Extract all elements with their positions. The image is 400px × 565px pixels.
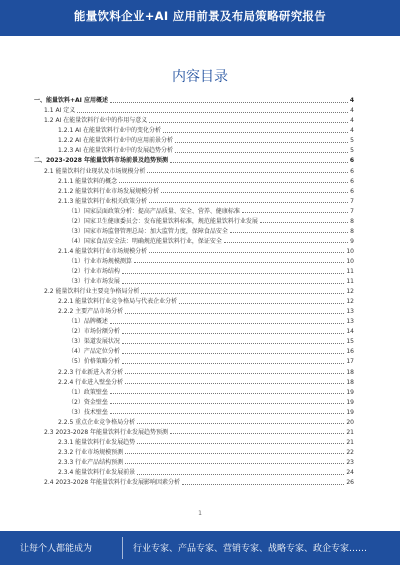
toc-leader-dots [179, 303, 344, 304]
toc-entry-page: 6 [349, 157, 354, 165]
toc-entry-page: 6 [350, 177, 354, 185]
toc-entry-label: 1.2.1 AI 在能量饮料行业中的变化分析 [58, 127, 161, 135]
footer-tagline: 行业专家、产品专家、营销专家、战略专家、政企专家…… [133, 544, 368, 554]
toc-entry-page: 4 [350, 107, 354, 115]
toc-entry-label: （3）国家市场监督管理总局：加大监管力度，保障食品安全 [68, 227, 228, 235]
toc-entry[interactable] [58, 448, 354, 456]
toc-entry-page: 4 [350, 127, 354, 135]
toc-entry[interactable] [44, 478, 354, 486]
toc-entry-label: （1）政策壁垒 [68, 388, 108, 396]
toc-entry-page: 20 [346, 418, 354, 426]
toc-leader-dots [182, 484, 344, 485]
toc-entry[interactable] [68, 347, 354, 355]
toc-leader-dots [122, 343, 345, 344]
toc-entry[interactable] [58, 247, 354, 255]
footer-band [0, 531, 400, 565]
toc-entry-page: 4 [350, 117, 354, 125]
toc-entry-page: 26 [346, 479, 354, 487]
toc-heading: 内容目录 [172, 69, 228, 85]
toc-entry-label: （5）价格策略分析 [68, 358, 120, 366]
toc-entry[interactable] [34, 156, 354, 164]
toc-entry[interactable] [68, 207, 354, 215]
toc-leader-dots [170, 162, 348, 163]
toc-entry-page: 13 [346, 308, 354, 316]
report-title: 能量饮料企业+AI 应用前景及布局策略研究报告 [73, 9, 327, 23]
toc-entry-label: （1）行业市场规模测算 [68, 257, 132, 265]
toc-leader-dots [149, 202, 348, 203]
toc-entry-page: 11 [346, 278, 354, 286]
toc-entry[interactable] [58, 438, 354, 446]
toc-leader-dots [137, 443, 344, 444]
toc-entry-label: 2.1.1 能量饮料的概念 [58, 177, 118, 185]
toc-entry[interactable] [58, 418, 354, 426]
toc-entry-label: （2）资金壁垒 [68, 398, 108, 406]
toc-leader-dots [110, 323, 345, 324]
toc-leader-dots [77, 112, 348, 113]
toc-entry[interactable] [68, 327, 354, 335]
page-number: 1 [198, 510, 202, 517]
toc-entry[interactable] [44, 287, 354, 295]
toc-entry-page: 23 [346, 458, 354, 466]
toc-entry[interactable] [58, 367, 354, 375]
toc-leader-dots [175, 152, 348, 153]
toc-leader-dots [125, 453, 344, 454]
toc-entry-label: 2.2.4 行业进入壁垒分析 [58, 378, 124, 386]
toc-entry[interactable] [68, 217, 354, 225]
report-header-band [0, 0, 400, 36]
toc-entry-label: 2.3.4 能量饮料行业发展前景 [58, 469, 136, 477]
toc-leader-dots [161, 192, 348, 193]
toc-entry[interactable] [68, 387, 354, 395]
toc-entry-label: 2.2.2 主要产品市场分析 [58, 308, 124, 316]
toc-leader-dots [163, 132, 348, 133]
toc-leader-dots [125, 313, 344, 314]
toc-entry[interactable] [68, 357, 354, 365]
toc-entry-page: 12 [346, 298, 354, 306]
toc-entry[interactable] [68, 317, 354, 325]
toc-entry[interactable] [44, 166, 354, 174]
toc-entry-page: 6 [350, 167, 354, 175]
toc-leader-dots [110, 102, 348, 103]
toc-entry-page: 24 [346, 469, 354, 477]
toc-entry-page: 5 [350, 137, 354, 145]
toc-entry-label: （3）渠道发展状况 [68, 338, 120, 346]
toc-leader-dots [147, 172, 348, 173]
toc-entry[interactable] [58, 307, 354, 315]
toc-entry[interactable] [44, 428, 354, 436]
toc-leader-dots [134, 262, 345, 263]
toc-entry-label: 2.3.1 能量饮料行业发展趋势 [58, 438, 136, 446]
toc-entry[interactable] [68, 398, 354, 406]
toc-entry-label: 2.1.4 能量饮料行业市场规模分析 [58, 247, 148, 255]
toc-leader-dots [242, 212, 348, 213]
toc-entry-label: 2.1.3 能量饮料行业相关政策分析 [58, 197, 148, 205]
toc-entry[interactable] [58, 197, 354, 205]
toc-entry[interactable] [58, 146, 354, 154]
toc-entry-label: （2）市场份额分析 [68, 328, 120, 336]
toc-entry-page: 5 [350, 147, 354, 155]
toc-entry[interactable] [44, 116, 354, 124]
toc-entry-page: 10 [346, 257, 354, 265]
toc-entry[interactable] [58, 186, 354, 194]
toc-entry-label: 2.1.2 能量饮料行业市场发展规模分析 [58, 187, 160, 195]
toc-entry[interactable] [58, 468, 354, 476]
toc-entry[interactable] [44, 106, 354, 114]
toc-leader-dots [149, 122, 348, 123]
toc-leader-dots [122, 363, 345, 364]
toc-leader-dots [175, 142, 348, 143]
toc-entry-label: 2.2.1 能量饮料行业竞争格局与代表企业分析 [58, 298, 178, 306]
toc-entry-page: 13 [346, 318, 354, 326]
toc-entry-page: 7 [350, 197, 354, 205]
toc-entry-page: 10 [346, 247, 354, 255]
toc-entry[interactable] [58, 458, 354, 466]
toc-entry-page: 22 [346, 448, 354, 456]
toc-leader-dots [122, 353, 345, 354]
toc-entry-label: （3）技术壁垒 [68, 408, 108, 416]
toc-entry[interactable] [58, 297, 354, 305]
toc-entry-page: 6 [350, 187, 354, 195]
toc-entry[interactable] [58, 176, 354, 184]
toc-entry-label: 2.3 2023-2028 年能量饮料行业发展趋势预测 [44, 428, 169, 436]
toc-entry-label: 2.3.3 行业产品结构预测 [58, 458, 124, 466]
toc-entry-label: （1）国家层面政策分析：提高产品质量、安全、营养、健康标准 [68, 207, 240, 215]
toc-entry-label: 2.3.2 行业市场规模预测 [58, 448, 124, 456]
toc-leader-dots [260, 222, 348, 223]
toc-entry-page: 8 [350, 217, 354, 225]
toc-leader-dots [141, 293, 344, 294]
toc-entry[interactable] [68, 257, 354, 265]
toc-entry-label: （2）国家卫生健康委员会：发布能量饮料标准，规范能量饮料行业发展 [68, 217, 258, 225]
toc-entry-page: 11 [346, 268, 354, 276]
toc-entry-page: 14 [346, 328, 354, 336]
toc-entry-label: 2.2.3 行业新进入者分析 [58, 368, 124, 376]
toc-entry-label: 二、2023-2028 年能量饮料市场前景及趋势预测 [34, 157, 168, 165]
toc-leader-dots [122, 273, 345, 274]
toc-entry-page: 18 [346, 368, 354, 376]
toc-entry[interactable] [34, 96, 354, 104]
toc-entry[interactable] [68, 227, 354, 235]
toc-entry-page: 7 [350, 207, 354, 215]
toc-entry-page: 9 [350, 237, 354, 245]
toc-entry[interactable] [58, 136, 354, 144]
toc-entry-page: 19 [346, 388, 354, 396]
toc-leader-dots [110, 413, 345, 414]
toc-leader-dots [125, 373, 344, 374]
footer-divider [122, 537, 123, 559]
toc-entry-label: （4）国家食品安全法：明确规范能量饮料行业，保证安全 [68, 237, 222, 245]
toc-entry[interactable] [68, 408, 354, 416]
toc-entry-page: 21 [346, 438, 354, 446]
toc-entry[interactable] [68, 267, 354, 275]
toc-entry-label: 2.1 能量饮料行业现状及市场规模分析 [44, 167, 146, 175]
toc-entry-page: 8 [350, 227, 354, 235]
toc-entry-label: 1.2.2 AI 在能量饮料行业中的应用前景分析 [58, 137, 173, 145]
toc-entry-page: 16 [346, 348, 354, 356]
toc-entry-label: （3）行业市场发展 [68, 278, 120, 286]
toc-leader-dots [224, 242, 348, 243]
toc-entry-label: 一、能量饮料+AI 应用概述 [34, 97, 108, 105]
toc-entry-label: 1.2.3 AI 在能量饮料行业中的发展趋势分析 [58, 147, 173, 155]
toc-leader-dots [137, 423, 344, 424]
toc-entry-label: 1.2 AI 在能量饮料行业中的作用与意义 [44, 117, 148, 125]
toc-entry[interactable] [58, 377, 354, 385]
toc-entry-page: 21 [346, 428, 354, 436]
toc-leader-dots [110, 403, 345, 404]
toc-leader-dots [122, 333, 345, 334]
toc-entry[interactable] [68, 277, 354, 285]
toc-entry[interactable] [68, 237, 354, 245]
toc-leader-dots [119, 182, 348, 183]
toc-entry-label: 2.4 2023-2028 年能量饮料行业发展影响因素分析 [44, 479, 181, 487]
toc-leader-dots [125, 463, 344, 464]
toc-entry-page: 17 [346, 358, 354, 366]
toc-leader-dots [110, 393, 345, 394]
toc-entry-page: 4 [349, 97, 354, 105]
toc-entry-page: 15 [346, 338, 354, 346]
toc-entry[interactable] [58, 126, 354, 134]
toc-entry-page: 19 [346, 408, 354, 416]
toc-entry-page: 12 [346, 288, 354, 296]
toc-entry-label: 1.1 AI 定义 [44, 107, 76, 115]
toc-entry-label: （2）行业市场结构 [68, 268, 120, 276]
toc-leader-dots [122, 283, 345, 284]
toc-entry-page: 19 [346, 398, 354, 406]
toc-entry-label: （4）产品定位分析 [68, 348, 120, 356]
toc-entry-label: （1）品牌概述 [68, 318, 108, 326]
toc-leader-dots [137, 474, 344, 475]
toc-entry-label: 2.2 能量饮料行业主要竞争格局分析 [44, 288, 140, 296]
toc-leader-dots [125, 383, 344, 384]
toc-entry-label: 2.2.5 重点企业竞争格局分析 [58, 418, 136, 426]
toc-entry[interactable] [68, 337, 354, 345]
toc-leader-dots [170, 433, 344, 434]
footer-slogan: 让每个人都能成为 [20, 544, 93, 554]
toc-leader-dots [149, 252, 344, 253]
toc-leader-dots [230, 232, 348, 233]
toc-entry-page: 18 [346, 378, 354, 386]
